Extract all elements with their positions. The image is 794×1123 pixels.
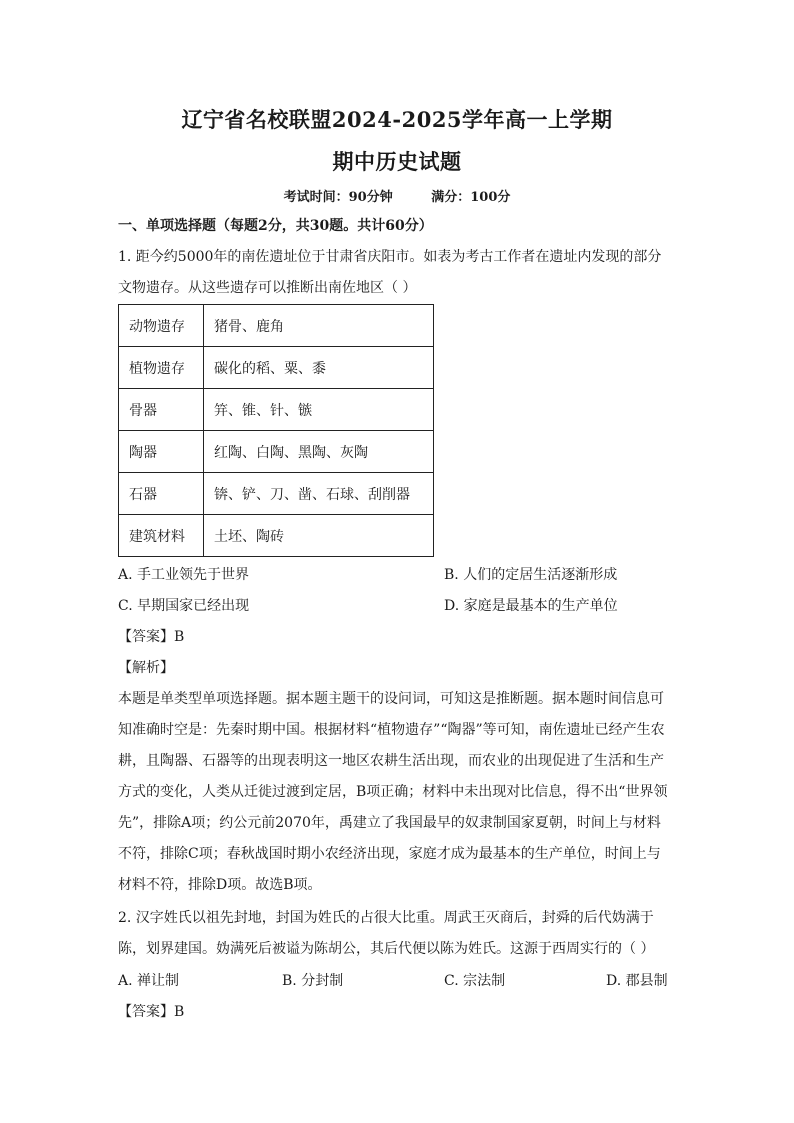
q1-analysis-line: 材料不符，排除D项。故选B项。: [118, 877, 322, 893]
q1-analysis-line: 方式的变化，人类从迁徙过渡到定居，B项正确；材料中未出现对比信息，得不出“世界领: [118, 784, 668, 800]
section-heading: 一、单项选择题（每题2分，共30题。共计60分）: [118, 218, 433, 234]
q1-option-c: C. 早期国家已经出现: [118, 598, 250, 614]
q1-analysis-line: 本题是单类型单项选择题。据本题主题干的设问词，可知这是推断题。据本题时间信息可: [118, 691, 664, 707]
q1-stem-line: 文物遗存。从这些遗存可以推断出南佐地区（ ）: [118, 280, 417, 296]
table-cell-items: 红陶、白陶、黑陶、灰陶: [204, 431, 434, 473]
q1-analysis-line: 知准确时空是：先秦时期中国。根据材料“植物遗存”“陶器”等可知，南佐遗址已经产生农: [118, 722, 665, 738]
q1-stem-line: 1. 距今约5000年的南佐遗址位于甘肃省庆阳市。如表为考古工作者在遗址内发现的部分: [118, 249, 662, 265]
table-cell-category: 石器: [119, 473, 204, 515]
table-cell-items: 碳化的稻、粟、黍: [204, 347, 434, 389]
table-cell-items: 土坯、陶砖: [204, 515, 434, 557]
q1-analysis-line: 先”，排除A项；约公元前2070年，禹建立了我国最早的奴隶制国家夏朝，时间上与材料: [118, 815, 661, 831]
q1-option-b: B. 人们的定居生活逐渐形成: [444, 567, 618, 583]
table-row: [119, 473, 434, 515]
table-cell-category: 植物遗存: [119, 347, 204, 389]
table-cell-items: 笄、锥、针、镞: [204, 389, 434, 431]
table-cell-category: 动物遗存: [119, 305, 204, 347]
table-row: [119, 515, 434, 557]
q1-option-a: A. 手工业领先于世界: [118, 567, 250, 583]
relics-table: [118, 304, 434, 557]
table-cell-items: 猪骨、鹿角: [204, 305, 434, 347]
q2-answer: 【答案】B: [118, 1004, 185, 1020]
table-cell-category: 陶器: [119, 431, 204, 473]
table-row: [119, 347, 434, 389]
q2-option-b: B. 分封制: [282, 973, 344, 989]
q2-option-c: C. 宗法制: [444, 973, 506, 989]
q2-stem-line: 2. 汉字姓氏以祖先封地，封国为姓氏的占很大比重。周武王灭商后，封舜的后代妫满于: [118, 910, 654, 926]
q2-option-d: D. 郡县制: [606, 973, 668, 989]
table-cell-category: 骨器: [119, 389, 204, 431]
full-score: 满分：100分: [431, 190, 511, 205]
q1-answer: 【答案】B: [118, 629, 185, 645]
exam-time: 考试时间：90分钟: [283, 190, 393, 205]
exam-title: 辽宁省名校联盟2024-2025学年高一上学期: [181, 107, 613, 132]
q1-analysis-line: 不符，排除C项；春秋战国时期小农经济出现，家庭才成为最基本的生产单位，时间上与: [118, 846, 661, 862]
table-row: [119, 431, 434, 473]
table-row: [119, 389, 434, 431]
q1-analysis-heading: 【解析】: [118, 660, 174, 676]
q2-stem-line: 陈，划界建国。妫满死后被谥为陈胡公，其后代便以陈为姓氏。这源于西周实行的（ ）: [118, 941, 655, 957]
table-cell-items: 锛、铲、刀、凿、石球、刮削器: [204, 473, 434, 515]
q1-option-d: D. 家庭是最基本的生产单位: [444, 598, 618, 614]
q1-analysis-line: 耕，且陶器、石器等的出现表明这一地区农耕生活出现，而农业的出现促进了生活和生产: [118, 753, 664, 769]
exam-meta: [0, 186, 794, 205]
table-cell-category: 建筑材料: [119, 515, 204, 557]
table-row: [119, 305, 434, 347]
exam-subtitle: 期中历史试题: [332, 149, 462, 174]
q2-option-a: A. 禅让制: [118, 973, 180, 989]
